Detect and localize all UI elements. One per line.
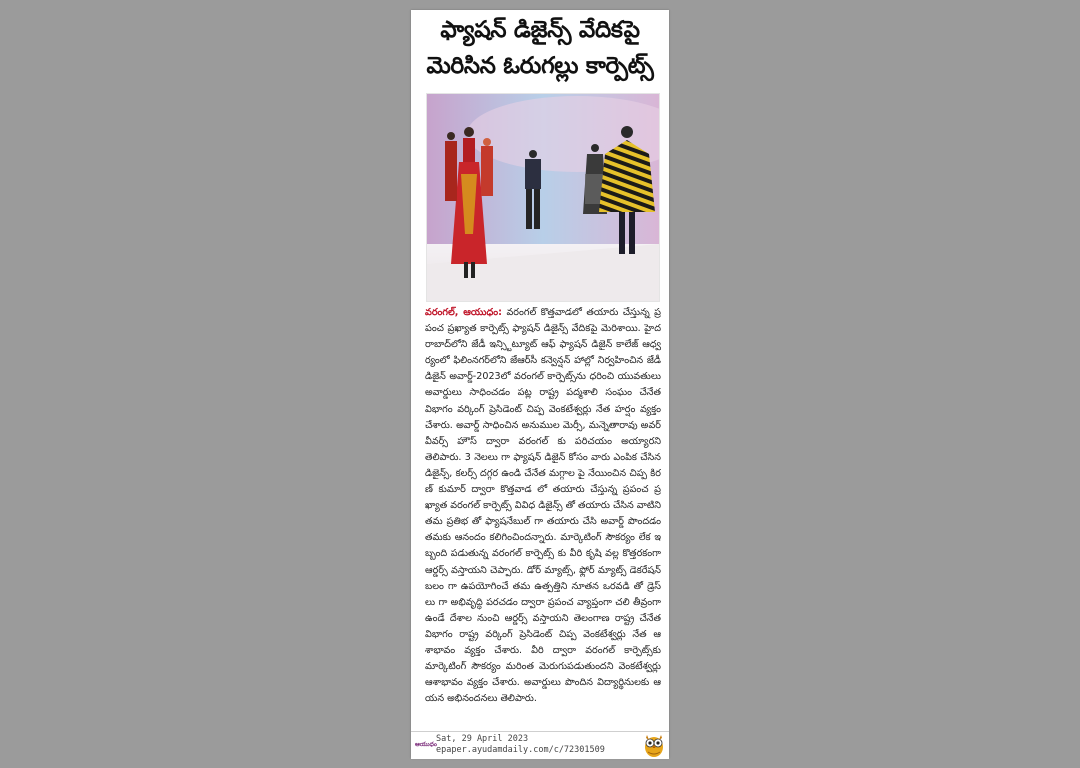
article-text: వరంగల్ కొత్తవాడలో తయారు చేస్తున్న ప్రపంచ ప్రఖ్యాత కార్పెట్స్ ఫ్యాషన్ డిజైన్స్ వేదికపై మెరిశాయి. హైదరాబాద్‌లోని జేడీ ఇన్స్టిట్యూట్ ఆఫ్ ఫ్యాషన్ డిజైన్ కాలేజ్ ఆధ్వర్యంలో ఫిలింనగర్‌లోని జేఆర్‌సీ కన్వెన్షన్ హాల్లో నిర్వహించిన జేడీ డిజైన్ అవార్డ్-2023లో వరంగల్ కార్పెట్స్‌ను ధరించి యువతులు అవార్డులు సాధించడం పట్ల రాష్ట్ర పద్మశాలి సంఘం చేనేత విభాగం వర్కింగ్ ప్రెసిడెంట్ చిప్ప వెంకటేశ్వర్లు నేత హర్షం వ్యక్తం చేశారు. అవార్డ్ సాధించిన అనుముల మెర్సీ, మన్నెతారావు అవర్ వీవర్స్ హౌస్ ద్వారా వరంగల్ కు పరిచయం అయ్యారని తెలిపారు. 3 నెలలు గా ఫ్యాషన్ డిజైన్ కోసం వారు ఎంపిక చేసిన డిజైన్స్, కలర్స్ దగ్గర ఉండి చేనేత మగ్గాల పై నేయించిన చిప్ప కిరణ్ కుమార్ ద్వారా కొత్తవాడ లో తయారు చేస్తున్న ప్రపంచ ప్రఖ్యాత వరంగల్ కార్పెట్స్ వివిధ డిజైన్స్ తో తయారు చేసిన వాటిని తమ ప్రతిభ తో ఫ్యాషనేబుల్ గా తయారు చేసి అవార్డ్ పొందడం తమకు ఆనందం కలిగించిందన్నారు. మార్కెటింగ్ సౌకర్యం లేక ఇబ్బంది పడుతున్న వరంగల్ కార్పెట్స్ కు వీరి కృషి వల్ల కొత్తరకంగా ఆర్డర్స్ వస్తాయని చెప్పారు. డోర్ మ్యాట్స్, ఫ్లోర్ మ్యాట్స్ డెకరేషన్ బలం గా ఉపయోగించే తమ ఉత్పత్తిని నూతన ఒరవడి తో డ్రెస్ లు గా అభివృద్ధి పరచడం ద్వారా ప్రపంచ వ్యాప్తంగా చలి తీవ్రంగా ఉండే దేశాల నుంచి ఆర్డర్స్ వస్తాయని తెలంగాణ రాష్ట్ర చేనేత విభాగం రాష్ట్ర వర్కింగ్ ప్రెసిడెంట్ చిప్ప వెంకటేశ్వర్లు నేత ఆశాభావం వ్యక్తం చేశారు. వీరి ద్వారా వరంగల్ కార్పెట్స్‌కు మార్కెటింగ్ సౌకర్యం మరింత మెరుగుపడుతుందని వెంకటేశ్వర్లు ఆశాభావం వ్యక్తం చేశారు. అవార్డులు పొందిన విద్యార్థినులకు ఆయన అభినందనలు తెలిపారు. xyxy=(425,307,661,705)
epaper-url[interactable]: epaper.ayudamdaily.com/c/72301509 xyxy=(436,745,605,755)
headline-line-2: మెరిసిన ఓరుగల్లు కార్పెట్స్ xyxy=(426,53,654,79)
publication-date: Sat, 29 April 2023 xyxy=(436,734,529,744)
headline-line-1: ఫ్యాషన్ డిజైన్స్ వేదికపై xyxy=(440,17,640,43)
owl-icon xyxy=(643,733,665,761)
dateline: వరంగల్, ఆయుధం: xyxy=(425,307,502,318)
footer xyxy=(411,731,669,759)
news-clipping xyxy=(411,10,669,758)
publication-logo: ఆయుధం xyxy=(415,741,437,748)
headline xyxy=(417,12,663,84)
runway-photo xyxy=(426,93,660,302)
article-body xyxy=(425,305,661,707)
